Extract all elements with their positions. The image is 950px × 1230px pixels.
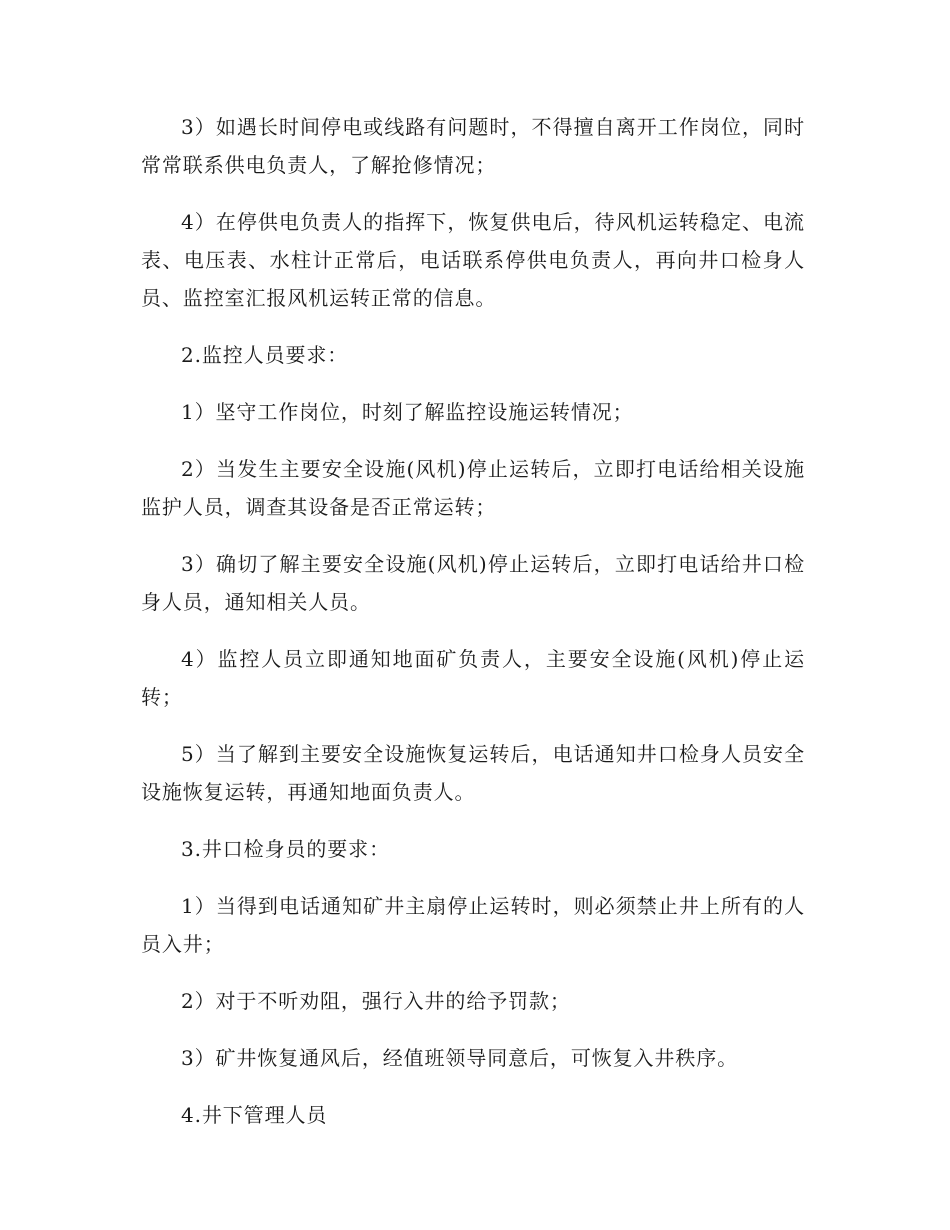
paragraph-inspector-duty-1: 1）当得到电话通知矿井主扇停止运转时，则必须禁止井上所有的人员入井；: [141, 894, 805, 956]
paragraph-monitoring-duty-3: 3）确切了解主要安全设施(风机)停止运转后，立即打电话给井口检身人员，通知相关人员。: [141, 552, 805, 614]
paragraph-monitoring-duty-5: 5）当了解到主要安全设施恢复运转后，电话通知井口检身人员安全设施恢复运转，再通知地面负责人。: [141, 742, 805, 804]
section-heading-monitoring-staff: 2.监控人员要求：: [181, 343, 349, 367]
paragraph-power-outage-duty: 3）如遇长时间停电或线路有问题时，不得擅自离开工作岗位，同时常常联系供电负责人，了解抢修情况；: [141, 115, 805, 177]
paragraph-inspector-duty-3: 3）矿井恢复通风后，经值班领导同意后，可恢复入井秩序。: [181, 1046, 739, 1070]
document-body: [141, 108, 805, 1153]
paragraph-monitoring-duty-1: 1）坚守工作岗位，时刻了解监控设施运转情况；: [181, 400, 634, 424]
paragraph-inspector-duty-2: 2）对于不听劝阻，强行入井的给予罚款；: [181, 989, 571, 1013]
paragraph-monitoring-duty-4: 4）监控人员立即通知地面矿负责人，主要安全设施(风机)停止运转；: [141, 647, 805, 709]
section-heading-underground-managers: 4.井下管理人员: [181, 1103, 328, 1127]
paragraph-monitoring-duty-2: 2）当发生主要安全设施(风机)停止运转后，立即打电话给相关设施监护人员，调查其设备是否正常运转；: [141, 457, 805, 519]
paragraph-restore-power: 4）在停供电负责人的指挥下，恢复供电后，待风机运转稳定、电流表、电压表、水柱计正常后，电话联系停供电负责人，再向井口检身人员、监控室汇报风机运转正常的信息。: [141, 210, 805, 310]
section-heading-shaft-inspector: 3.井口检身员的要求：: [181, 837, 390, 861]
